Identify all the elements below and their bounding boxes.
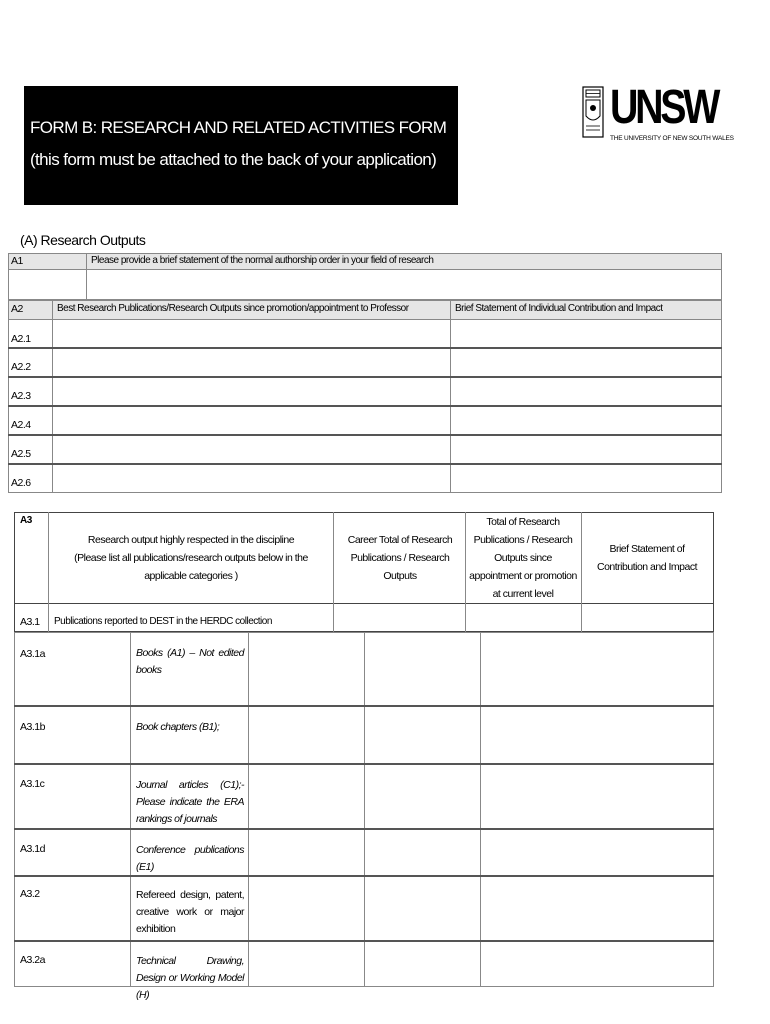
- a3-row-code: A3.2a: [20, 954, 45, 966]
- a3-col1-line1: Research output highly respected in the discipline: [87, 534, 295, 546]
- a3-row-code: A3.1d: [20, 843, 45, 855]
- form-header: [24, 86, 458, 205]
- a3-row-label: Journal articles (C1);- Please indicate the ERA rankings of journals: [136, 779, 244, 825]
- form-title: FORM B: RESEARCH AND RELATED ACTIVITIES FORM: [30, 118, 447, 137]
- a1-label: Please provide a brief statement of the normal authorship order in your field of research: [91, 255, 434, 266]
- a2-code: A2: [11, 303, 23, 315]
- a3-col2-header: Career Total of Research Publications / Research Outputs: [347, 534, 453, 582]
- a3-row-code: A3.1b: [20, 721, 45, 733]
- a3-row-code: A3.1a: [20, 648, 45, 660]
- a3-row-code: A3.1c: [20, 778, 45, 790]
- a3-col4-header: Brief Statement of Contribution and Impact: [597, 543, 697, 573]
- a3-input-since-appointment[interactable]: [365, 633, 480, 705]
- crest-icon: [582, 86, 604, 138]
- a2-row-code: A2.6: [11, 477, 31, 489]
- a3-col3-header: Total of Research Publications / Research Outputs since appointment or promotion at current level: [469, 516, 577, 600]
- logo-wordmark: UNSW: [610, 81, 718, 134]
- form-subtitle: (this form must be attached to the back of your application): [30, 150, 437, 169]
- a2-row-code: A2.1: [11, 333, 31, 345]
- logo-subtitle: THE UNIVERSITY OF NEW SOUTH WALES: [610, 135, 734, 142]
- a3-row-label: Conference publications (E1): [136, 844, 244, 873]
- a2-row-code: A2.5: [11, 448, 31, 460]
- a3-1-code: A3.1: [20, 616, 40, 628]
- unsw-logo: [582, 81, 734, 146]
- a2-input-statement[interactable]: [451, 320, 721, 347]
- a3-col1-line2: (Please list all publications/research outputs below in the applicable categories ): [74, 552, 308, 582]
- section-title: (A) Research Outputs: [20, 232, 146, 248]
- a3-input-career-total[interactable]: [249, 633, 364, 705]
- a3-row-label: Technical Drawing, Design or Working Model (H): [136, 955, 244, 1001]
- a2-row-code: A2.3: [11, 390, 31, 402]
- a2-col1-header: Best Research Publications/Research Outputs since promotion/appointment to Professor: [57, 303, 409, 314]
- a1-code: A1: [11, 255, 23, 267]
- a3-row-label: Books (A1) – Not edited books: [136, 647, 244, 676]
- a3-col1-header: [52, 531, 330, 585]
- a3-row-code: A3.2: [20, 888, 40, 900]
- a3-code: A3: [20, 515, 32, 526]
- a3-row-label: Refereed design, patent, creative work or major exhibition: [136, 889, 244, 935]
- a2-col2-header: Brief Statement of Individual Contribution and Impact: [455, 303, 663, 314]
- a2-row-code: A2.2: [11, 361, 31, 373]
- a1-answer-field[interactable]: [8, 269, 722, 300]
- a3-1-label: Publications reported to DEST in the HERDC collection: [54, 616, 272, 627]
- a2-input-publication[interactable]: [53, 320, 450, 347]
- a3-input-statement[interactable]: [481, 633, 713, 705]
- a3-row-label: Book chapters (B1);: [136, 721, 220, 733]
- a2-row-code: A2.4: [11, 419, 31, 431]
